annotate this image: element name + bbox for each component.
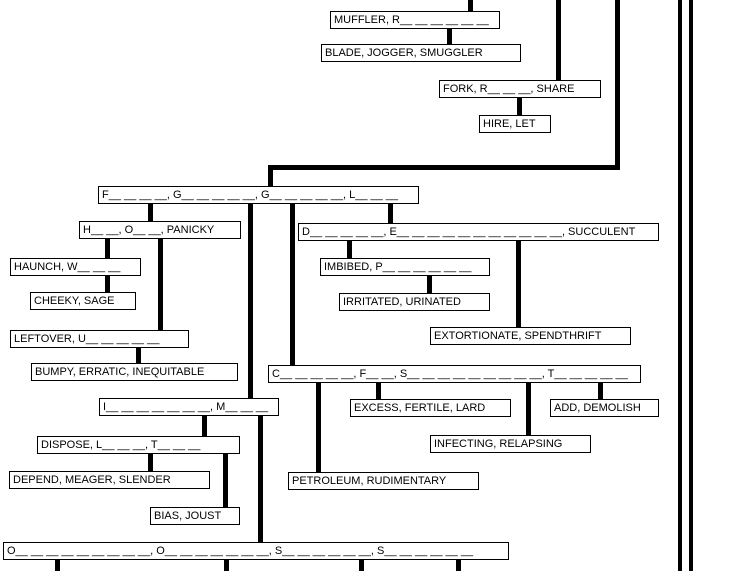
node-imbibed-p[interactable]: IMBIBED, P__ __ __ __ __ __ — [320, 258, 490, 276]
node-hire-let[interactable]: HIRE, LET — [479, 115, 551, 133]
edge-elbow-vertical — [615, 0, 620, 170]
edge-cfst-excess — [376, 382, 381, 399]
node-bumpy-erratic-inequitable[interactable]: BUMPY, ERRATIC, INEQUITABLE — [31, 363, 238, 381]
right-rail-line-2 — [689, 0, 693, 571]
edge-im-ooss — [258, 415, 263, 542]
node-excess-fertile-lard[interactable]: EXCESS, FERTILE, LARD — [350, 399, 511, 417]
edge-fggl-cfst — [290, 203, 295, 365]
edge-de-imbibed — [347, 240, 352, 258]
right-rail-line-1 — [678, 0, 682, 571]
node-c-f-s-t[interactable]: C__ __ __ __ __, F__ __, S__ __ __ __ __ __ __ __ __, T__ __ __ __ __ — [268, 365, 641, 383]
edge-fggl-de — [388, 203, 393, 223]
edge-imbibed-irritated — [427, 275, 432, 293]
node-petroleum-rudimentary[interactable]: PETROLEUM, RUDIMENTARY — [288, 472, 479, 490]
node-leftover-u[interactable]: LEFTOVER, U__ __ __ __ __ — [10, 330, 189, 348]
node-dispose-l-t[interactable]: DISPOSE, L__ __ __, T__ __ __ — [37, 436, 240, 454]
node-muffler[interactable]: MUFFLER, R__ __ __ __ __ __ — [330, 11, 500, 29]
edge-fork-parent — [556, 0, 561, 80]
edge-fork-hire — [517, 97, 522, 115]
edge-muffler-parent — [468, 0, 473, 11]
edge-ooss-child4 — [456, 559, 461, 571]
edge-fggl-im — [248, 203, 253, 398]
edge-fggl-hop — [148, 203, 153, 221]
edge-dispose-depend — [148, 453, 153, 471]
edge-hop-leftover — [158, 238, 163, 330]
edge-dispose-bias — [223, 453, 228, 507]
node-haunch-w[interactable]: HAUNCH, W__ __ __ — [10, 258, 141, 276]
edge-cfst-add — [598, 382, 603, 399]
node-h-o-panicky[interactable]: H__ __, O__ __, PANICKY — [79, 221, 241, 239]
edge-ooss-child2 — [224, 559, 229, 571]
edge-im-dispose — [202, 415, 207, 436]
edge-cfst-infecting — [526, 382, 531, 435]
node-o-o-s-s[interactable]: O__ __ __ __ __ __ __ __ __, O__ __ __ __ __ __ __, S__ __ __ __ __ __, S__ __ __ __ __ __ — [3, 542, 509, 560]
node-depend-meager-slender[interactable]: DEPEND, MEAGER, SLENDER — [9, 471, 210, 489]
edge-elbow-to-fggl — [268, 169, 273, 186]
edge-elbow-horizontal — [268, 165, 620, 170]
edge-haunch-cheeky — [105, 275, 110, 292]
edge-muffler-blade — [447, 28, 452, 44]
edge-ooss-child3 — [359, 559, 364, 571]
node-bias-joust[interactable]: BIAS, JOUST — [150, 507, 240, 525]
node-i-m[interactable]: I__ __ __ __ __ __ __, M__ __ __ — [99, 398, 279, 416]
node-add-demolish[interactable]: ADD, DEMOLISH — [550, 399, 659, 417]
node-blade-jogger-smuggler[interactable]: BLADE, JOGGER, SMUGGLER — [321, 44, 521, 62]
edge-cfst-petroleum — [316, 382, 321, 472]
node-cheeky-sage[interactable]: CHEEKY, SAGE — [30, 292, 136, 310]
node-d-e-succulent[interactable]: D__ __ __ __ __, E__ __ __ __ __ __ __ __ __ __ __, SUCCULENT — [298, 223, 659, 241]
node-irritated-urinated[interactable]: IRRITATED, URINATED — [339, 293, 490, 311]
edge-hop-haunch — [105, 238, 110, 258]
edge-ooss-child1 — [55, 559, 60, 571]
node-fork-share[interactable]: FORK, R__ __ __, SHARE — [439, 80, 601, 98]
node-infecting-relapsing[interactable]: INFECTING, RELAPSING — [430, 435, 591, 453]
node-extortionate-spendthrift[interactable]: EXTORTIONATE, SPENDTHRIFT — [430, 327, 631, 345]
edge-de-extortionate — [516, 240, 521, 327]
edge-leftover-bumpy — [136, 347, 141, 363]
node-f-g-g-l[interactable]: F__ __ __ __, G__ __ __ __ __, G__ __ __ __ __, L__ __ __ — [98, 186, 419, 204]
